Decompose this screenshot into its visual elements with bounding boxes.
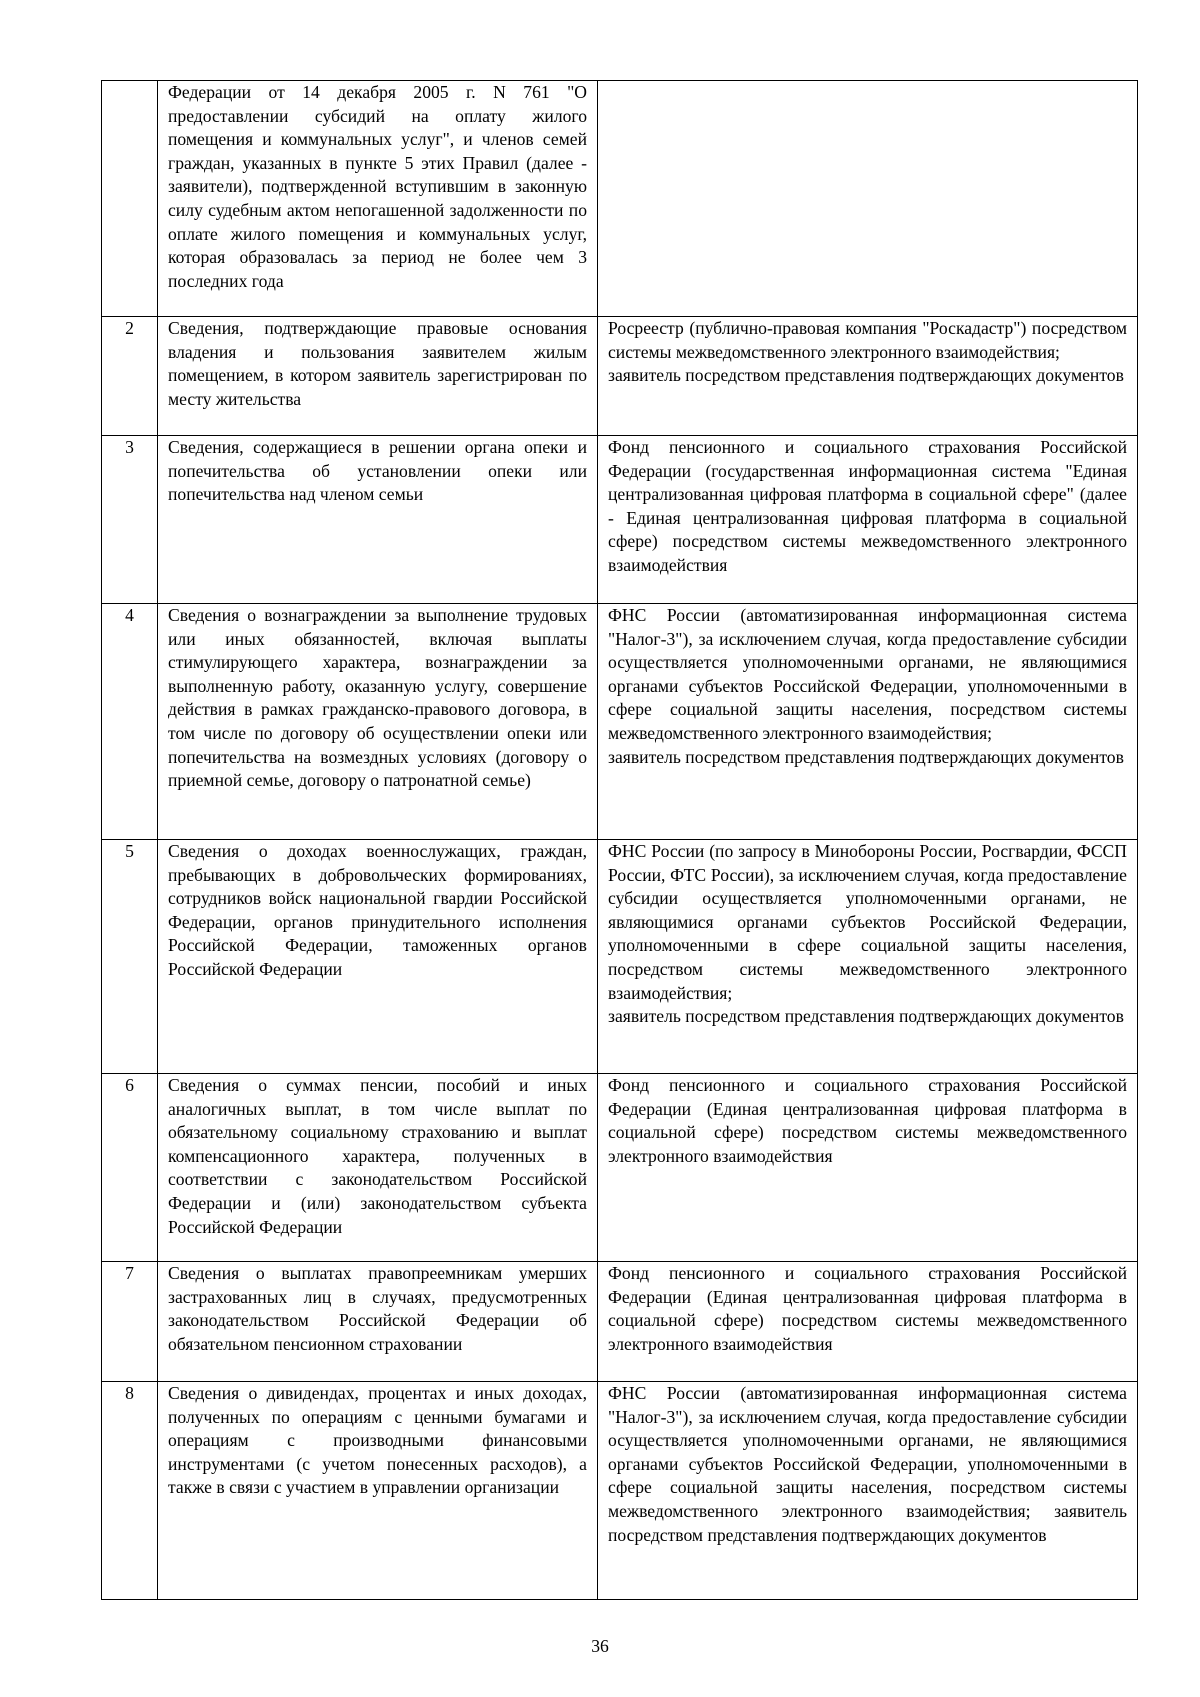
- info-cell: Сведения о суммах пенсии, пособий и иных аналогичных выплат, в том числе выплат по обязательному социальному страхованию и выплат компенсационного характера, полученных в соответствии с законодательством Российской Федерации и (или) законодательством субъекта Российской Федерации: [158, 1074, 598, 1262]
- source-cell: ФНС России (автоматизированная информационная система "Налог-3"), за исключением случая, когда предоставление субсидии осуществляется уполномоченными органами, не являющимися органами субъектов Российской Федерации, уполномоченными в сфере социальной защиты населения, посредством системы межведомственного электронного взаимодействия; заявитель посредством представления подтверждающих документов: [598, 1382, 1138, 1600]
- info-cell: Сведения о дивидендах, процентах и иных доходах, полученных по операциям с ценными бумагами и операциям с производными финансовыми инструментами (с учетом понесенных расходов), а также в связи с участием в управлении организации: [158, 1382, 598, 1600]
- table-row: [102, 1074, 1138, 1262]
- table-row: [102, 81, 1138, 317]
- source-cell: [598, 81, 1138, 317]
- source-cell: ФНС России (по запросу в Минобороны России, Росгвардии, ФССП России, ФТС России), за исключением случая, когда предоставление субсидии осуществляется уполномоченными органами, не являющимися органами субъектов Российской Федерации, уполномоченными в сфере социальной защиты населения, посредством системы межведомственного электронного взаимодействия; заявитель посредством представления подтверждающих документов: [598, 840, 1138, 1074]
- table-row: [102, 1382, 1138, 1600]
- table-row: [102, 840, 1138, 1074]
- info-cell: Сведения о вознаграждении за выполнение трудовых или иных обязанностей, включая выплаты стимулирующего характера, вознаграждении за выполненную работу, оказанную услугу, совершение действия в рамках гражданско-правового договора, в том числе по договору об осуществлении опеки или попечительства на возмездных условиях (договору о приемной семье, договору о патронатной семье): [158, 604, 598, 840]
- source-cell: Фонд пенсионного и социального страхования Российской Федерации (государственная информационная система "Единая централизованная цифровая платформа в социальной сфере" (далее - Единая централизованная цифровая платформа в социальной сфере) посредством системы межведомственного электронного взаимодействия: [598, 436, 1138, 604]
- source-cell: Фонд пенсионного и социального страхования Российской Федерации (Единая централизованная цифровая платформа в социальной сфере) посредством системы межведомственного электронного взаимодействия: [598, 1262, 1138, 1382]
- row-number: 2: [102, 317, 158, 436]
- table-row: [102, 1262, 1138, 1382]
- source-cell: Фонд пенсионного и социального страхования Российской Федерации (Единая централизованная цифровая платформа в социальной сфере) посредством системы межведомственного электронного взаимодействия: [598, 1074, 1138, 1262]
- source-cell: Росреестр (публично-правовая компания "Роскадастр") посредством системы межведомственного электронного взаимодействия; заявитель посредством представления подтверждающих документов: [598, 317, 1138, 436]
- row-number: 3: [102, 436, 158, 604]
- source-cell: ФНС России (автоматизированная информационная система "Налог-3"), за исключением случая, когда предоставление субсидии осуществляется уполномоченными органами, не являющимися органами субъектов Российской Федерации, уполномоченными в сфере социальной защиты населения, посредством системы межведомственного электронного взаимодействия; заявитель посредством представления подтверждающих документов: [598, 604, 1138, 840]
- row-number: 4: [102, 604, 158, 840]
- table-row: [102, 436, 1138, 604]
- page-number: 36: [591, 1636, 609, 1656]
- table-row: [102, 317, 1138, 436]
- row-number: 8: [102, 1382, 158, 1600]
- row-number: 6: [102, 1074, 158, 1262]
- row-number: 5: [102, 840, 158, 1074]
- info-cell: Сведения о выплатах правопреемникам умерших застрахованных лиц в случаях, предусмотренных законодательством Российской Федерации об обязательном пенсионном страховании: [158, 1262, 598, 1382]
- info-cell: Федерации от 14 декабря 2005 г. N 761 "О предоставлении субсидий на оплату жилого помещения и коммунальных услуг", и членов семей граждан, указанных в пункте 5 этих Правил (далее - заявители), подтвержденной вступившим в законную силу судебным актом непогашенной задолженности по оплате жилого помещения и коммунальных услуг, которая образовалась за период не более чем 3 последних года: [158, 81, 598, 317]
- info-cell: Сведения о доходах военнослужащих, граждан, пребывающих в добровольческих формированиях, сотрудников войск национальной гвардии Российской Федерации, органов принудительного исполнения Российской Федерации, таможенных органов Российской Федерации: [158, 840, 598, 1074]
- info-cell: Сведения, подтверждающие правовые основания владения и пользования заявителем жилым помещением, в котором заявитель зарегистрирован по месту жительства: [158, 317, 598, 436]
- row-number: [102, 81, 158, 317]
- table-row: [102, 604, 1138, 840]
- info-cell: Сведения, содержащиеся в решении органа опеки и попечительства об установлении опеки или попечительства над членом семьи: [158, 436, 598, 604]
- info-sources-table: [101, 80, 1138, 1600]
- row-number: 7: [102, 1262, 158, 1382]
